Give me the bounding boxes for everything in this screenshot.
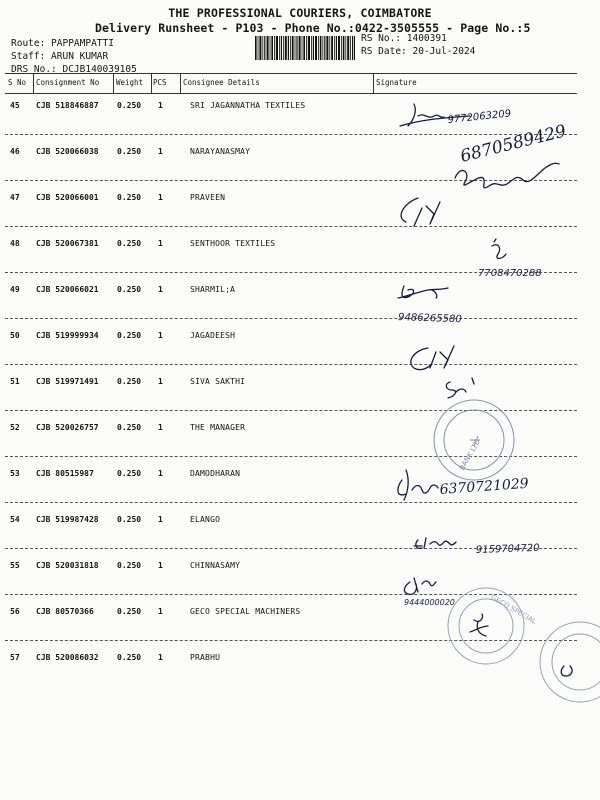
signature-scribble — [492, 239, 506, 259]
row-pcs: 1 — [158, 469, 163, 478]
stamp-text: BANK LTD — [458, 438, 483, 472]
row-consignee: SHARMIL;A — [190, 285, 236, 294]
row-weight: 0.250 — [117, 469, 142, 478]
signature-cn — [411, 346, 454, 370]
row-consignee: CHINNASAMY — [190, 561, 241, 570]
drs-label: DRS No.: DCJB140039105 — [11, 64, 137, 75]
row-weight: 0.250 — [117, 147, 142, 156]
row-consignment: CJB 520066021 — [36, 285, 99, 294]
row-consignment: CJB 518846887 — [36, 101, 99, 110]
row-weight: 0.250 — [117, 561, 142, 570]
signature-scribble — [470, 614, 488, 636]
company-stamp — [540, 622, 600, 702]
row-pcs: 1 — [158, 285, 163, 294]
runsheet-subtitle: Delivery Runsheet - P103 - Phone No.:0422-3505555 - Page No.:5 — [95, 21, 531, 35]
row-weight: 0.250 — [117, 377, 142, 386]
route-label: Route: PAPPAMPATTI — [11, 38, 114, 49]
signature-scribble — [398, 470, 438, 500]
row-pcs: 1 — [158, 653, 163, 662]
staff-label: Staff: ARUN KUMAR — [11, 51, 109, 62]
row-consignment: CJB 520086032 — [36, 653, 99, 662]
row-pcs: 1 — [158, 239, 163, 248]
row-pcs: 1 — [158, 561, 163, 570]
row-weight: 0.250 — [117, 423, 142, 432]
row-consignment: CJB 520031818 — [36, 561, 99, 570]
row-weight: 0.250 — [117, 515, 142, 524]
signature-phone: 9772063209 — [447, 108, 512, 126]
row-sno: 47 — [10, 193, 20, 202]
row-weight: 0.250 — [117, 285, 142, 294]
row-weight: 0.250 — [117, 653, 142, 662]
row-sno: 49 — [10, 285, 20, 294]
signature-cn — [401, 198, 440, 226]
stamp-text: GECO SPECIAL — [489, 593, 538, 626]
row-sno: 51 — [10, 377, 20, 386]
row-consignee: GECO SPECIAL MACHINERS — [190, 607, 301, 616]
signature-phone: 9159704720 — [475, 542, 540, 556]
row-sno: 57 — [10, 653, 20, 662]
signature-phone: 9444000020 — [404, 598, 455, 607]
row-sno: 45 — [10, 101, 20, 110]
row-consignee: JAGADEESH — [190, 331, 236, 340]
row-consignee: SIVA SAKTHI — [190, 377, 246, 386]
company-stamp — [448, 588, 538, 664]
row-sno: 50 — [10, 331, 20, 340]
company-stamp — [434, 400, 514, 480]
signature-scribble — [455, 163, 559, 188]
row-consignment: CJB 80515987 — [36, 469, 94, 478]
row-consignee: DAMODHARAN — [190, 469, 241, 478]
row-consignment: CJB 80570366 — [36, 607, 94, 616]
row-weight: 0.250 — [117, 239, 142, 248]
row-sno: 46 — [10, 147, 20, 156]
row-consignee: SENTHOOR TEXTILES — [190, 239, 276, 248]
row-pcs: 1 — [158, 423, 163, 432]
row-pcs: 1 — [158, 515, 163, 524]
row-weight: 0.250 — [117, 193, 142, 202]
row-sno: 53 — [10, 469, 20, 478]
col-header-sno: S No — [8, 78, 27, 87]
row-weight: 0.250 — [117, 331, 142, 340]
signature-scribble — [404, 578, 436, 594]
signature-phone: 6370721029 — [439, 475, 530, 498]
row-pcs: 1 — [158, 331, 163, 340]
rs-date: RS Date: 20-Jul-2024 — [361, 46, 476, 57]
row-sno: 55 — [10, 561, 20, 570]
row-pcs: 1 — [158, 607, 163, 616]
signature-phone: 7708470288 — [478, 268, 542, 279]
row-consignment: CJB 519987428 — [36, 515, 99, 524]
row-sno: 48 — [10, 239, 20, 248]
row-consignment: CJB 520066038 — [36, 147, 99, 156]
company-title: THE PROFESSIONAL COURIERS, COIMBATORE — [168, 6, 432, 20]
row-consignee: SRI JAGANNATHA TEXTILES — [190, 101, 306, 110]
row-consignment: CJB 520067381 — [36, 239, 99, 248]
col-header-consignment: Consignment No — [36, 78, 100, 87]
row-sno: 52 — [10, 423, 20, 432]
row-consignment: CJB 520026757 — [36, 423, 99, 432]
row-sno: 54 — [10, 515, 20, 524]
row-consignee: THE MANAGER — [190, 423, 246, 432]
row-consignment: CJB 520066001 — [36, 193, 99, 202]
signature-scribble — [446, 378, 474, 398]
row-pcs: 1 — [158, 193, 163, 202]
col-header-pcs: PCS — [153, 78, 167, 87]
col-header-weight: Weight — [116, 78, 144, 87]
signature-scribble — [414, 538, 456, 548]
row-weight: 0.250 — [117, 101, 142, 110]
row-consignment: CJB 519971491 — [36, 377, 99, 386]
row-consignee: PRAVEEN — [190, 193, 226, 202]
signature-scribble — [398, 286, 448, 298]
row-consignee: ELANGO — [190, 515, 221, 524]
row-pcs: 1 — [158, 101, 163, 110]
row-consignee: PRABHU — [190, 653, 221, 662]
col-header-signature: Signature — [376, 78, 417, 87]
row-consignment: CJB 519999934 — [36, 331, 99, 340]
rs-number: RS No.: 1400391 — [361, 33, 447, 44]
row-sno: 56 — [10, 607, 20, 616]
row-consignee: NARAYANASMAY — [190, 147, 251, 156]
row-weight: 0.250 — [117, 607, 142, 616]
signature-phone: 9486265580 — [397, 312, 462, 326]
row-pcs: 1 — [158, 147, 163, 156]
col-header-consignee: Consignee Details — [183, 78, 260, 87]
signature-scribble — [561, 666, 572, 676]
row-pcs: 1 — [158, 377, 163, 386]
signature-phone: 6870589429 — [458, 121, 569, 167]
